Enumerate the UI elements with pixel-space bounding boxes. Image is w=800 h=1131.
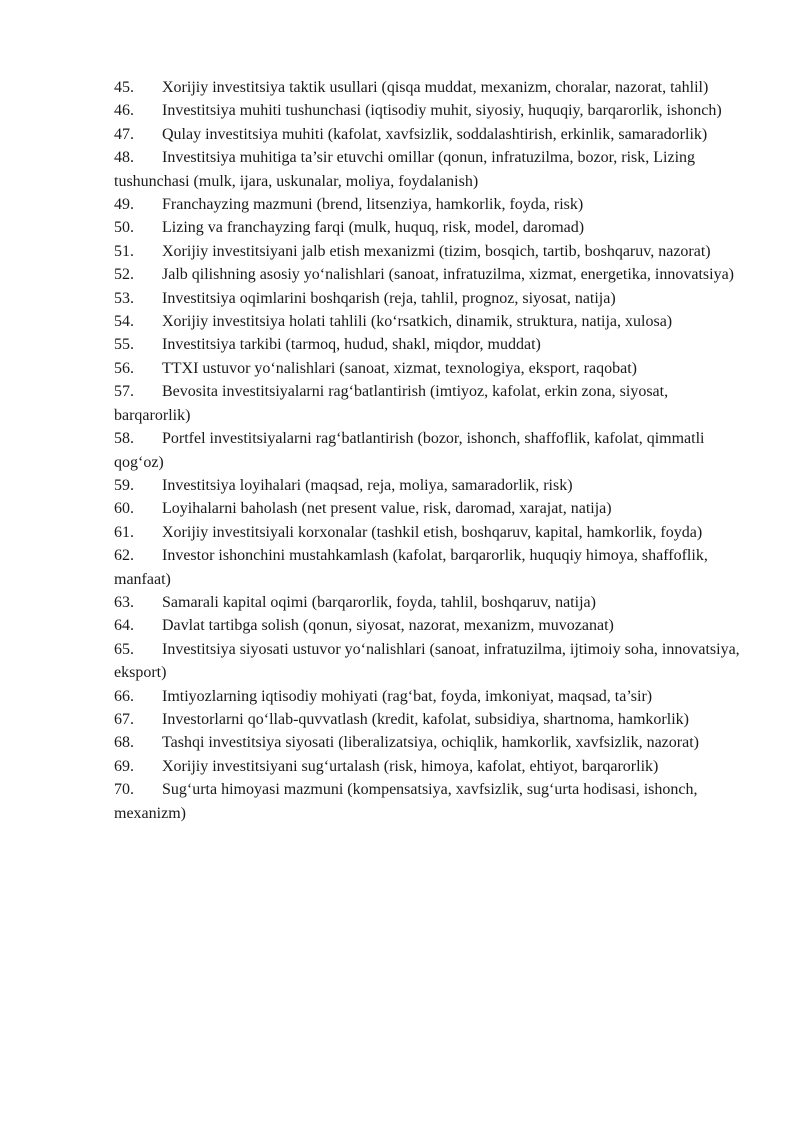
list-item (114, 544, 744, 591)
item-text: Imtiyozlarning iqtisodiy mohiyati (rag‘bat, foyda, imkoniyat, maqsad, ta’sir) (162, 687, 653, 705)
list-item (114, 685, 744, 708)
item-text: Xorijiy investitsiya holati tahlili (ko‘rsatkich, dinamik, struktura, natija, xulosa) (162, 313, 673, 331)
item-number: 45. (114, 79, 134, 96)
item-text: Xorijiy investitsiyani jalb etish mexanizmi (tizim, bosqich, tartib, boshqaruv, nazorat) (162, 242, 711, 260)
item-number: 70. (114, 781, 134, 799)
list-item (114, 287, 744, 310)
document-page (114, 76, 744, 825)
list-item (114, 216, 744, 239)
list-item (114, 99, 744, 122)
list-item (114, 310, 744, 333)
list-item (114, 123, 744, 146)
list-item (114, 778, 744, 825)
item-text: Investitsiya muhiti tushunchasi (iqtisodiy muhit, siyosiy, huquqiy, barqarorlik, ishonch) (162, 102, 722, 120)
item-text: Investitsiya muhitiga ta’sir etuvchi omillar (qonun, infratuzilma, bozor, risk, Lizing tushunchasi (mulk, ijara, uskunalar, moliya, foydalanish) (114, 149, 696, 190)
item-text: Xorijiy investitsiyali korxonalar (tashkil etish, boshqaruv, kapital, hamkorlik, foyda) (162, 523, 703, 541)
item-number: 62. (114, 547, 134, 565)
item-text: Xorijiy investitsiyani sug‘urtalash (risk, himoya, kafolat, ehtiyot, barqarorlik) (162, 757, 659, 775)
list-item (114, 380, 744, 427)
list-item (114, 731, 744, 754)
list-item (114, 357, 744, 380)
list-item (114, 333, 744, 356)
item-text: Portfel investitsiyalarni rag‘batlantirish (bozor, ishonch, shaffoflik, kafolat, qimmatli qog‘oz) (114, 430, 705, 471)
item-text: Franchayzing mazmuni (brend, litsenziya, hamkorlik, foyda, risk) (162, 196, 584, 214)
item-number: 50. (114, 219, 134, 237)
item-text: Sug‘urta himoyasi mazmuni (kompensatsiya, xavfsizlik, sug‘urta hodisasi, ishonch, mexanizm) (114, 781, 698, 822)
item-text: Investitsiya siyosati ustuvor yo‘nalishlari (sanoat, infratuzilma, ijtimoiy soha, innovatsiya, eksport) (114, 640, 740, 682)
item-number: 59. (114, 476, 134, 494)
item-text: Bevosita investitsiyalarni rag‘batlantirish (imtiyoz, kafolat, erkin zona, siyosat, barqarorlik) (114, 383, 669, 424)
list-item (114, 76, 744, 99)
item-number: 68. (114, 734, 134, 752)
item-number: 69. (114, 757, 134, 775)
item-text: Loyihalarni baholash (net present value, risk, daromad, xarajat, natija) (162, 500, 612, 518)
list-item (114, 521, 744, 544)
list-item (114, 427, 744, 474)
item-text: Xorijiy investitsiya taktik usullari (qisqa muddat, mexanizm, choralar, nazorat, tahlil) (162, 79, 709, 96)
item-text: Samarali kapital oqimi (barqarorlik, foyda, tahlil, boshqaruv, natija) (162, 593, 596, 611)
item-number: 52. (114, 266, 134, 284)
item-number: 63. (114, 593, 134, 611)
item-text: Investitsiya loyihalari (maqsad, reja, moliya, samaradorlik, risk) (162, 476, 573, 494)
list-item (114, 614, 744, 637)
item-number: 49. (114, 196, 134, 214)
list-item (114, 193, 744, 216)
list-item (114, 240, 744, 263)
item-text: Investorlarni qo‘llab-quvvatlash (kredit, kafolat, subsidiya, shartnoma, hamkorlik) (162, 710, 689, 728)
item-number: 65. (114, 640, 134, 658)
item-number: 66. (114, 687, 134, 705)
item-number: 54. (114, 313, 134, 331)
item-text: Lizing va franchayzing farqi (mulk, huquq, risk, model, daromad) (162, 219, 585, 237)
item-number: 56. (114, 359, 134, 377)
list-item (114, 263, 744, 286)
item-text: Davlat tartibga solish (qonun, siyosat, nazorat, mexanizm, muvozanat) (162, 617, 614, 635)
item-text: Investor ishonchini mustahkamlash (kafolat, barqarorlik, huquqiy himoya, shaffoflik, manfaat) (114, 547, 708, 588)
list-item (114, 708, 744, 731)
item-text: Investitsiya oqimlarini boshqarish (reja, tahlil, prognoz, siyosat, natija) (162, 289, 616, 307)
list-item (114, 497, 744, 520)
item-number: 47. (114, 125, 134, 143)
item-number: 61. (114, 523, 134, 541)
list-item (114, 638, 744, 685)
list-item (114, 591, 744, 614)
item-text: TTXI ustuvor yo‘nalishlari (sanoat, xizmat, texnologiya, eksport, raqobat) (162, 359, 637, 377)
item-number: 53. (114, 289, 134, 307)
item-number: 55. (114, 336, 134, 354)
list-item (114, 755, 744, 778)
list-item (114, 146, 744, 193)
item-text: Tashqi investitsiya siyosati (liberalizatsiya, ochiqlik, hamkorlik, xavfsizlik, nazorat) (162, 734, 699, 752)
item-number: 67. (114, 710, 134, 728)
item-number: 57. (114, 383, 134, 401)
item-number: 51. (114, 242, 134, 260)
list-item (114, 474, 744, 497)
item-number: 46. (114, 102, 134, 120)
item-number: 58. (114, 430, 134, 448)
item-text: Jalb qilishning asosiy yo‘nalishlari (sanoat, infratuzilma, xizmat, energetika, innovatsiya) (162, 266, 735, 284)
item-number: 48. (114, 149, 134, 167)
item-text: Qulay investitsiya muhiti (kafolat, xavfsizlik, soddalashtirish, erkinlik, samaradorlik) (162, 125, 708, 143)
item-number: 64. (114, 617, 134, 635)
item-text: Investitsiya tarkibi (tarmoq, hudud, shakl, miqdor, muddat) (162, 336, 541, 354)
item-number: 60. (114, 500, 134, 518)
